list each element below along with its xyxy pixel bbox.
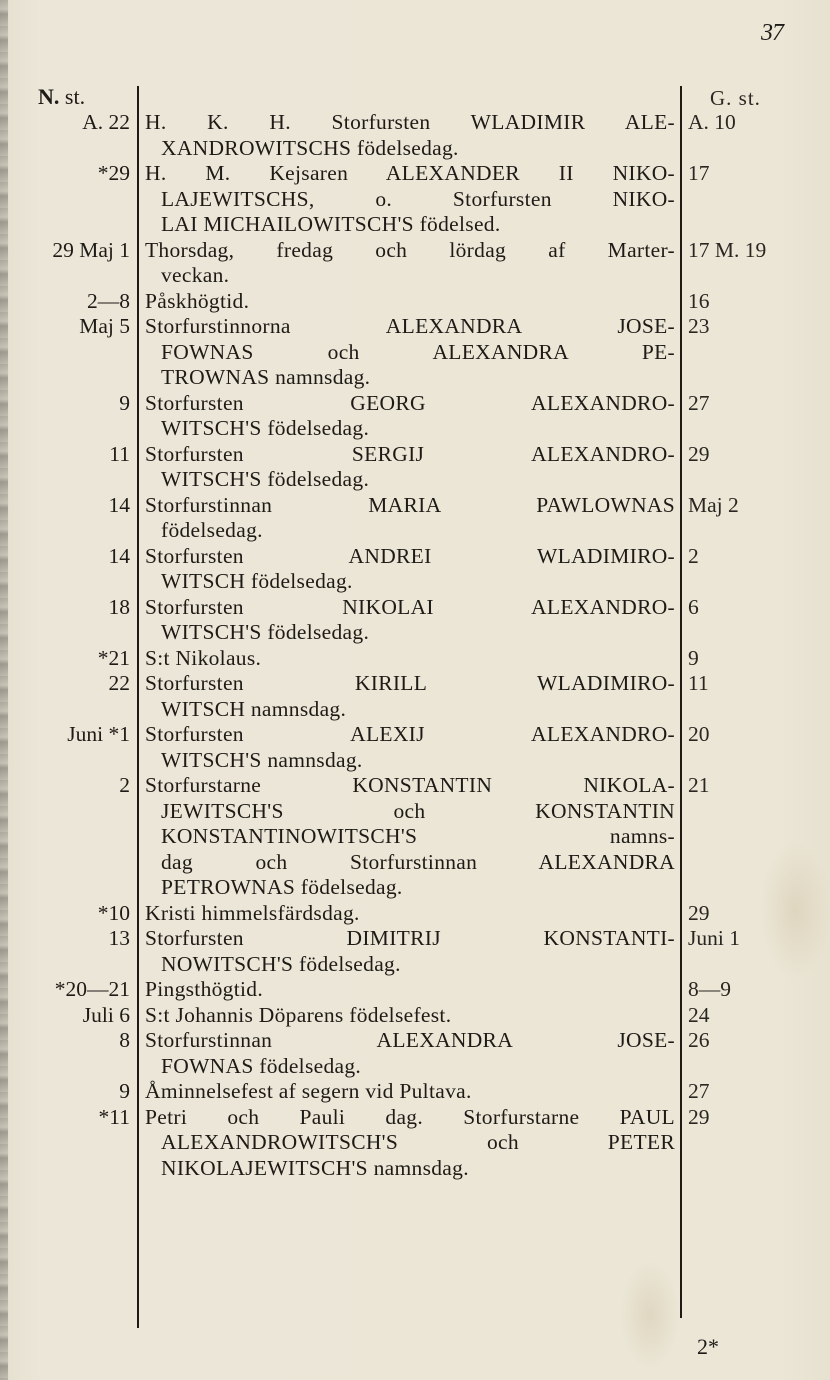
calendar-entry: [0, 926, 830, 977]
entry-line: S:t Nikolaus.: [145, 645, 262, 670]
entry-line: WITSCH födelsedag.: [161, 569, 353, 593]
new-style-date: Maj 5: [79, 314, 130, 338]
entry-text: [145, 1105, 675, 1182]
calendar-entry: [0, 161, 830, 238]
new-style-date: 14: [108, 492, 130, 517]
page-number: 37: [761, 20, 783, 46]
entry-line: LAI MICHAILOWITSCH'S födelsed.: [161, 212, 501, 236]
calendar-entry: [0, 391, 830, 442]
entry-line: Kristi himmelsfärdsdag.: [145, 900, 360, 925]
entry-line: WITSCH'S födelsedag.: [161, 467, 370, 491]
entry-text: [145, 1003, 675, 1029]
entry-text: [145, 1028, 675, 1079]
old-style-date: 29: [688, 1104, 710, 1129]
paper-stain: [620, 1260, 680, 1370]
new-style-date: *29: [97, 161, 130, 185]
old-style-date: 8—9: [688, 977, 731, 1001]
calendar-entry: [0, 314, 830, 391]
entry-line: JEWITSCH'S och KONSTANTIN: [161, 798, 675, 823]
calendar-entry: [0, 1105, 830, 1182]
calendar-entry: [0, 442, 830, 493]
entry-line: Storfursten ANDREI WLADIMIRO-: [145, 543, 675, 568]
entry-line: ALEXANDROWITSCH'S och PETER: [161, 1130, 675, 1154]
entry-text: [145, 493, 675, 544]
calendar-entry: [0, 722, 830, 773]
entry-line: WITSCH'S namnsdag.: [161, 747, 363, 772]
old-style-date: 26: [688, 1028, 710, 1052]
old-style-date: 21: [688, 773, 710, 797]
entry-line: LAJEWITSCHS, o. Storfursten NIKO-: [161, 186, 675, 211]
entry-text: [145, 442, 675, 493]
new-style-date: *21: [97, 645, 130, 670]
calendar-entry: [0, 773, 830, 901]
new-style-date: *11: [98, 1104, 130, 1129]
column-header-new-style: [38, 84, 85, 110]
entry-text: [145, 110, 675, 161]
entry-line: TROWNAS namnsdag.: [161, 365, 371, 389]
entry-line: H. K. H. Storfursten WLADIMIR ALE-: [145, 110, 675, 134]
entry-text: [145, 926, 675, 977]
old-style-date: 2: [688, 543, 699, 568]
old-style-date: 27: [688, 390, 710, 415]
entry-line: WITSCH'S födelsedag.: [161, 416, 370, 440]
entry-line: Thorsdag, fredag och lördag af Marter-: [145, 237, 675, 262]
old-style-date: 23: [688, 314, 710, 338]
calendar-entry: [0, 646, 830, 672]
calendar-entry: [0, 977, 830, 1003]
entry-line: Åminnelsefest af segern vid Pultava.: [145, 1079, 472, 1103]
entry-line: Storfursten KIRILL WLADIMIRO-: [145, 671, 675, 695]
calendar-entry: [0, 901, 830, 927]
entry-text: [145, 1079, 675, 1105]
entry-line: Pingsthögtid.: [145, 977, 263, 1001]
entry-line: NOWITSCH'S födelsedag.: [161, 951, 401, 976]
new-style-date: 14: [108, 543, 130, 568]
entry-text: [145, 161, 675, 238]
old-style-date: Juni 1: [688, 926, 740, 950]
calendar-entries: [0, 110, 830, 1181]
new-style-date: 8: [119, 1028, 130, 1052]
entry-text: [145, 773, 675, 901]
entry-text: [145, 544, 675, 595]
old-style-date: 17: [688, 161, 710, 185]
entry-line: KONSTANTINOWITSCH'S namns-: [161, 824, 675, 848]
new-style-date: *10: [97, 900, 130, 925]
calendar-entry: [0, 1003, 830, 1029]
new-style-date: 22: [108, 671, 130, 695]
entry-line: WITSCH'S födelsedag.: [161, 620, 370, 644]
entry-line: Storfursten NIKOLAI ALEXANDRO-: [145, 594, 675, 619]
entry-line: Storfurstarne KONSTANTIN NIKOLA-: [145, 773, 675, 797]
new-style-date: A. 22: [82, 110, 130, 134]
old-style-date: 17 M. 19: [688, 237, 767, 262]
entry-text: [145, 901, 675, 927]
new-style-date: 13: [108, 926, 130, 950]
entry-line: WITSCH namnsdag.: [161, 696, 347, 721]
new-style-date: 11: [109, 441, 130, 466]
new-style-date: 9: [119, 390, 130, 415]
printer-signature-mark: 2*: [697, 1334, 719, 1359]
calendar-entry: [0, 671, 830, 722]
entry-line: Storfursten SERGIJ ALEXANDRO-: [145, 441, 675, 466]
entry-text: [145, 595, 675, 646]
old-style-date: 20: [688, 722, 710, 746]
header-n: N.: [38, 84, 60, 109]
entry-line: Påskhögtid.: [145, 288, 250, 313]
calendar-entry: [0, 110, 830, 161]
entry-text: [145, 314, 675, 391]
old-style-date: 11: [688, 671, 709, 695]
old-style-date: Maj 2: [688, 492, 739, 517]
entry-text: [145, 391, 675, 442]
entry-text: [145, 289, 675, 315]
entry-text: [145, 977, 675, 1003]
new-style-date: Juni *1: [67, 722, 130, 746]
old-style-date: 6: [688, 594, 699, 619]
new-style-date: 29 Maj 1: [52, 237, 130, 262]
column-header-old-style: G. st.: [710, 86, 761, 110]
entry-line: S:t Johannis Döparens födelsefest.: [145, 1002, 452, 1027]
entry-line: H. M. Kejsaren ALEXANDER II NIKO-: [145, 161, 675, 185]
entry-line: Storfursten ALEXIJ ALEXANDRO-: [145, 722, 675, 746]
entry-line: Storfurstinnan ALEXANDRA JOSE-: [145, 1028, 675, 1052]
old-style-date: 16: [688, 288, 710, 313]
entry-line: Petri och Pauli dag. Storfurstarne PAUL: [145, 1104, 675, 1129]
new-style-date: Juli 6: [82, 1002, 130, 1027]
calendar-entry: [0, 595, 830, 646]
new-style-date: 9: [119, 1079, 130, 1103]
calendar-entry: [0, 289, 830, 315]
calendar-entry: [0, 1028, 830, 1079]
new-style-date: 2: [119, 773, 130, 797]
new-style-date: *20—21: [54, 977, 130, 1001]
calendar-entry: [0, 544, 830, 595]
calendar-entry: [0, 1079, 830, 1105]
entry-line: veckan.: [161, 263, 230, 287]
entry-line: XANDROWITSCHS födelsedag.: [161, 135, 459, 160]
entry-line: dag och Storfurstinnan ALEXANDRA: [161, 849, 675, 874]
entry-text: [145, 646, 675, 672]
entry-line: FOWNAS och ALEXANDRA PE-: [161, 339, 675, 364]
calendar-entry: [0, 238, 830, 289]
old-style-date: 24: [688, 1002, 710, 1027]
old-style-date: 9: [688, 645, 699, 670]
old-style-date: 29: [688, 441, 710, 466]
entry-line: födelsedag.: [161, 518, 263, 542]
entry-line: Storfursten DIMITRIJ KONSTANTI-: [145, 926, 675, 950]
entry-line: PETROWNAS födelsedag.: [161, 875, 403, 899]
old-style-date: 27: [688, 1079, 710, 1103]
new-style-date: 18: [108, 594, 130, 619]
entry-line: FOWNAS födelsedag.: [161, 1053, 362, 1078]
header-st: st.: [64, 84, 86, 109]
new-style-date: 2—8: [87, 288, 130, 313]
old-style-date: 29: [688, 900, 710, 925]
entry-line: Storfursten GEORG ALEXANDRO-: [145, 390, 675, 415]
calendar-entry: [0, 493, 830, 544]
old-style-date: A. 10: [688, 110, 736, 134]
entry-text: [145, 671, 675, 722]
entry-line: Storfurstinnan MARIA PAWLOWNAS: [145, 492, 675, 517]
entry-line: NIKOLAJEWITSCH'S namnsdag.: [161, 1155, 469, 1180]
entry-line: Storfurstinnorna ALEXANDRA JOSE-: [145, 314, 675, 338]
entry-text: [145, 238, 675, 289]
entry-text: [145, 722, 675, 773]
